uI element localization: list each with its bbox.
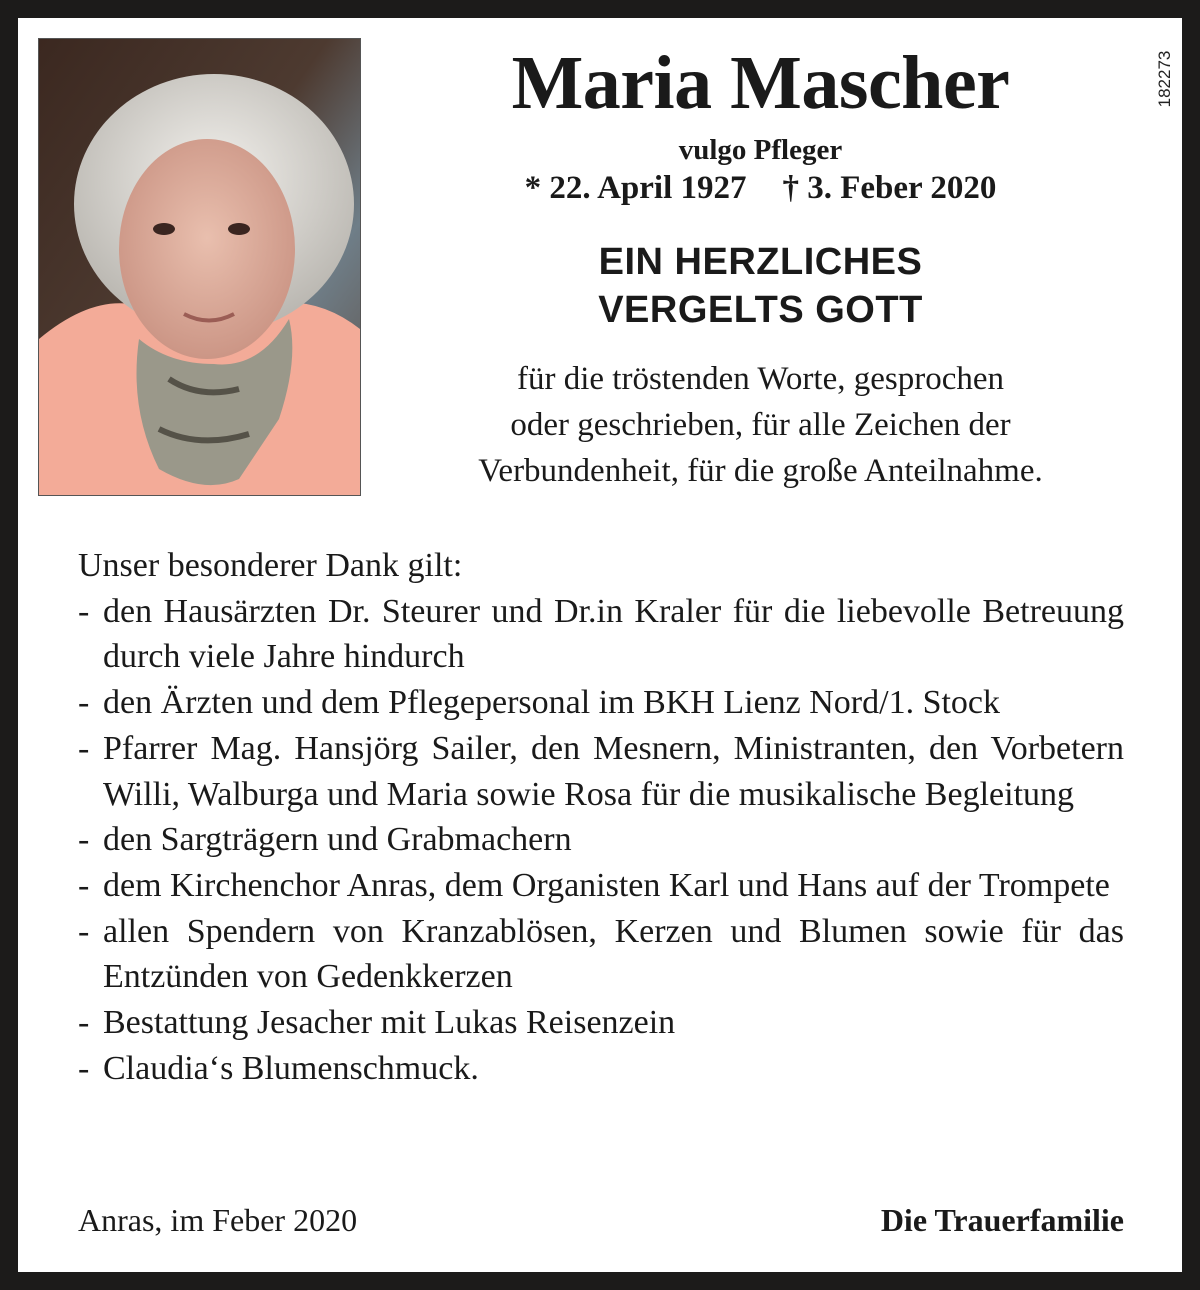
list-item: - Claudia‘s Blumenschmuck. [78,1046,1124,1092]
signature: Die Trauerfamilie [880,1202,1124,1238]
acknowledgements-list [78,589,1124,1092]
thanks-text-line: oder geschrieben, für alle Zeichen der [510,407,1011,443]
dash-bullet: - [78,866,90,904]
dash-bullet: - [78,729,90,767]
thanks-heading-line: EIN HERZLICHES [598,241,923,283]
dash-bullet: - [78,1004,90,1042]
header [398,38,1123,494]
portrait-photo [38,38,361,496]
dash-bullet: - [78,821,90,859]
place-date: Anras, im Feber 2020 [78,1202,358,1238]
list-item: - den Hausärzten Dr. Steurer und Dr.in Kraler für die liebevolle Betreuung durch viele Jahre hindurch [78,589,1124,680]
portrait-image [39,39,360,495]
deceased-name: Maria Mascher [511,41,1010,125]
acknowledgements-intro: Unser besonderer Dank gilt: [78,547,463,584]
birth-date: * 22. April 1927 [524,170,747,206]
thanks-heading [398,238,1123,334]
thanks-text-line: Verbundenheit, für die große Anteilnahme. [478,453,1043,489]
thanks-text-line: für die tröstenden Worte, gesprochen [517,361,1004,397]
dash-bullet: - [78,684,90,722]
vulgo-name: vulgo Pfleger [678,134,843,166]
acknowledgements [78,543,1124,1091]
list-item: - allen Spendern von Kranzablösen, Kerzen und Blumen sowie für das Entzünden von Gedenkkerzen [78,909,1124,1000]
dash-bullet: - [78,912,90,950]
obituary-notice [18,18,1182,1272]
thanks-text [398,356,1123,494]
list-item: - den Sargträgern und Grabmachern [78,817,1124,863]
list-item: - dem Kirchenchor Anras, dem Organisten Karl und Hans auf der Trompete [78,863,1124,909]
life-dates [398,168,1123,208]
dash-bullet: - [78,1049,90,1087]
dash-bullet: - [78,592,90,630]
list-item: - den Ärzten und dem Pflegepersonal im BKH Lienz Nord/1. Stock [78,680,1124,726]
list-item: - Bestattung Jesacher mit Lukas Reisenzein [78,1000,1124,1046]
reference-number: 182273 [1155,50,1174,108]
list-item: - Pfarrer Mag. Hansjörg Sailer, den Mesnern, Ministranten, den Vorbetern Willi, Walburga und Maria sowie Rosa für die musikalische Begleitung [78,726,1124,817]
thanks-heading-line: VERGELTS GOTT [598,289,923,331]
death-date: † 3. Feber 2020 [782,170,997,206]
